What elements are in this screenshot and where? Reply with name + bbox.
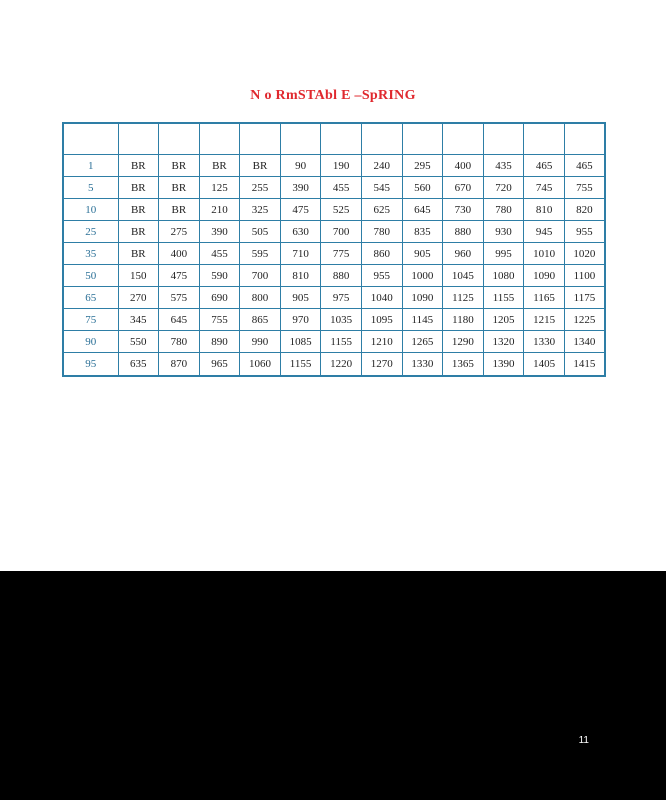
table-cell: 955 — [564, 221, 605, 243]
table-row — [63, 287, 605, 309]
header-cell — [402, 123, 443, 155]
table-cell: BR — [240, 155, 281, 177]
table-row — [63, 155, 605, 177]
header-cell — [564, 123, 605, 155]
table-cell: 345 — [118, 309, 159, 331]
table-cell: 1320 — [483, 331, 524, 353]
table-cell: 1155 — [280, 353, 321, 377]
table-cell: 1215 — [524, 309, 565, 331]
row-label: 50 — [63, 265, 118, 287]
header-cell — [199, 123, 240, 155]
table-cell: 835 — [402, 221, 443, 243]
table-cell: 400 — [159, 243, 200, 265]
table-cell: 210 — [199, 199, 240, 221]
table-cell: 255 — [240, 177, 281, 199]
header-cell — [63, 123, 118, 155]
table-cell: 965 — [199, 353, 240, 377]
table-cell: 905 — [280, 287, 321, 309]
table-cell: 630 — [280, 221, 321, 243]
table-cell: 1390 — [483, 353, 524, 377]
table-cell: 150 — [118, 265, 159, 287]
table-cell: 960 — [443, 243, 484, 265]
table-cell: 240 — [361, 155, 402, 177]
table-cell: 1010 — [524, 243, 565, 265]
table-cell: BR — [199, 155, 240, 177]
table-cell: 465 — [524, 155, 565, 177]
table-cell: 690 — [199, 287, 240, 309]
table-cell: 1340 — [564, 331, 605, 353]
table-cell: BR — [118, 199, 159, 221]
table-cell: 1020 — [564, 243, 605, 265]
table-cell: 465 — [564, 155, 605, 177]
table-cell: 720 — [483, 177, 524, 199]
table-cell: 1330 — [402, 353, 443, 377]
row-label: 95 — [63, 353, 118, 377]
table-cell: 1165 — [524, 287, 565, 309]
table-cell: 590 — [199, 265, 240, 287]
table-cell: 780 — [159, 331, 200, 353]
table-row — [63, 243, 605, 265]
table-cell: 975 — [321, 287, 362, 309]
table-cell: 990 — [240, 331, 281, 353]
page-title: N o RmSTAbl E –SpRING — [250, 88, 416, 103]
table-cell: 755 — [199, 309, 240, 331]
table-cell: 1175 — [564, 287, 605, 309]
table-cell: 190 — [321, 155, 362, 177]
table-cell: 475 — [280, 199, 321, 221]
table-cell: 745 — [524, 177, 565, 199]
table-cell: 125 — [199, 177, 240, 199]
table-cell: 560 — [402, 177, 443, 199]
table-cell: 1270 — [361, 353, 402, 377]
table-cell: 295 — [402, 155, 443, 177]
table-cell: 930 — [483, 221, 524, 243]
table-cell: 1095 — [361, 309, 402, 331]
table-cell: 1090 — [524, 265, 565, 287]
table-cell: 905 — [402, 243, 443, 265]
table-row — [63, 221, 605, 243]
table-cell: 700 — [240, 265, 281, 287]
table-cell: 890 — [199, 331, 240, 353]
table-cell: 1210 — [361, 331, 402, 353]
table-cell: 1080 — [483, 265, 524, 287]
table-cell: 865 — [240, 309, 281, 331]
table-cell: 955 — [361, 265, 402, 287]
table-cell: 1035 — [321, 309, 362, 331]
black-band — [0, 571, 666, 800]
table-cell: 525 — [321, 199, 362, 221]
table-cell: 275 — [159, 221, 200, 243]
row-label: 10 — [63, 199, 118, 221]
table-cell: 1045 — [443, 265, 484, 287]
page-number: 11 — [578, 735, 589, 746]
table-cell: 390 — [199, 221, 240, 243]
table-cell: 1265 — [402, 331, 443, 353]
table-row — [63, 331, 605, 353]
table-cell: 400 — [443, 155, 484, 177]
table-cell: 545 — [361, 177, 402, 199]
table-cell: 325 — [240, 199, 281, 221]
table-row — [63, 265, 605, 287]
header-cell — [524, 123, 565, 155]
header-cell — [118, 123, 159, 155]
row-label: 1 — [63, 155, 118, 177]
table-cell: 1205 — [483, 309, 524, 331]
header-cell — [321, 123, 362, 155]
table-row — [63, 353, 605, 377]
table-cell: BR — [118, 155, 159, 177]
table-cell: 550 — [118, 331, 159, 353]
table-cell: 1290 — [443, 331, 484, 353]
table-row — [63, 309, 605, 331]
table-cell: 945 — [524, 221, 565, 243]
table-cell: BR — [118, 221, 159, 243]
header-cell — [443, 123, 484, 155]
table-cell: BR — [159, 155, 200, 177]
table-cell: 780 — [483, 199, 524, 221]
table-header-row — [63, 123, 605, 155]
table-cell: 435 — [483, 155, 524, 177]
table-cell: 820 — [564, 199, 605, 221]
header-cell — [280, 123, 321, 155]
table-cell: BR — [159, 177, 200, 199]
table-cell: 595 — [240, 243, 281, 265]
table-cell: 730 — [443, 199, 484, 221]
table-cell: 670 — [443, 177, 484, 199]
table-cell: 475 — [159, 265, 200, 287]
table-cell: BR — [118, 243, 159, 265]
table-cell: 270 — [118, 287, 159, 309]
table-cell: 645 — [159, 309, 200, 331]
table-cell: 1100 — [564, 265, 605, 287]
row-label: 25 — [63, 221, 118, 243]
table-cell: 455 — [321, 177, 362, 199]
table-cell: 700 — [321, 221, 362, 243]
table-cell: 1145 — [402, 309, 443, 331]
table-cell: 1090 — [402, 287, 443, 309]
table-cell: BR — [118, 177, 159, 199]
table-cell: 1415 — [564, 353, 605, 377]
table-cell: 575 — [159, 287, 200, 309]
table-cell: 625 — [361, 199, 402, 221]
table-cell: 1330 — [524, 331, 565, 353]
table-cell: 1155 — [483, 287, 524, 309]
row-label: 5 — [63, 177, 118, 199]
table-cell: 780 — [361, 221, 402, 243]
table-cell: 755 — [564, 177, 605, 199]
table-row — [63, 177, 605, 199]
table-cell: 995 — [483, 243, 524, 265]
table-cell: 645 — [402, 199, 443, 221]
row-label: 75 — [63, 309, 118, 331]
table-cell: 800 — [240, 287, 281, 309]
table-cell: 1085 — [280, 331, 321, 353]
table-cell: 775 — [321, 243, 362, 265]
data-table — [62, 122, 606, 377]
header-cell — [159, 123, 200, 155]
table-cell: 505 — [240, 221, 281, 243]
table-cell: 880 — [443, 221, 484, 243]
table-cell: 455 — [199, 243, 240, 265]
table-cell: 1405 — [524, 353, 565, 377]
table-cell: 710 — [280, 243, 321, 265]
table-cell: 1125 — [443, 287, 484, 309]
table-cell: 1220 — [321, 353, 362, 377]
table-cell: 1000 — [402, 265, 443, 287]
table-cell: 635 — [118, 353, 159, 377]
header-cell — [240, 123, 281, 155]
header-cell — [483, 123, 524, 155]
table-cell: 860 — [361, 243, 402, 265]
table-cell: 970 — [280, 309, 321, 331]
table-cell: 390 — [280, 177, 321, 199]
row-label: 35 — [63, 243, 118, 265]
table-cell: 880 — [321, 265, 362, 287]
row-label: 65 — [63, 287, 118, 309]
table-cell: 1040 — [361, 287, 402, 309]
header-cell — [361, 123, 402, 155]
table-cell: 870 — [159, 353, 200, 377]
table-cell: BR — [159, 199, 200, 221]
table-cell: 810 — [280, 265, 321, 287]
table-cell: 1365 — [443, 353, 484, 377]
table-cell: 90 — [280, 155, 321, 177]
table-cell: 1155 — [321, 331, 362, 353]
table-cell: 810 — [524, 199, 565, 221]
table-cell: 1060 — [240, 353, 281, 377]
row-label: 90 — [63, 331, 118, 353]
table-cell: 1180 — [443, 309, 484, 331]
table-cell: 1225 — [564, 309, 605, 331]
table-row — [63, 199, 605, 221]
